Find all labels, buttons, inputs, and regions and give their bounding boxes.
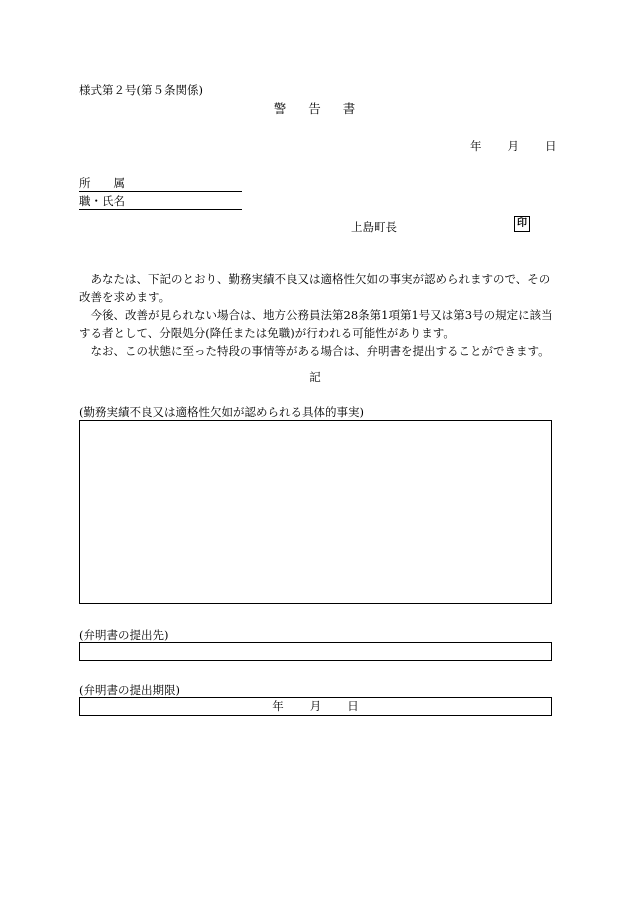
deadline-input-box[interactable] [79, 697, 552, 716]
body-paragraph-1: あなたは、下記のとおり、勤務実績不良又は適格性欠如の事実が認められますので、その改善を求めます。 [79, 272, 551, 304]
ki-heading: 記 [309, 370, 321, 384]
body-paragraph-3: なお、この状態に至った特段の事情等がある場合は、弁明書を提出することができます。 [90, 344, 550, 358]
facts-label: (勤務実績不良又は適格性欠如が認められる具体的事実) [79, 405, 364, 419]
title-char-3: 書 [342, 101, 357, 116]
issue-date-month: 月 [507, 139, 519, 153]
warning-body [79, 270, 553, 360]
deadline-year: 年 [272, 699, 284, 713]
issuer-name: 上島町長 [351, 220, 397, 234]
title-char-2: 告 [308, 101, 322, 116]
form-number: 様式第２号(第５条関係) [79, 83, 203, 97]
issue-date [470, 138, 557, 154]
deadline-day: 日 [347, 699, 359, 713]
deadline-label: (弁明書の提出期限) [79, 683, 180, 697]
position-name-field[interactable] [79, 193, 242, 210]
destination-label: (弁明書の提出先) [79, 628, 169, 642]
facts-input-box[interactable] [79, 420, 552, 604]
destination-input-box[interactable] [79, 642, 552, 661]
issue-date-year: 年 [470, 139, 482, 153]
title-char-1: 警 [273, 101, 288, 116]
seal-icon: 印 [514, 216, 530, 232]
body-paragraph-2: 今後、改善が見られない場合は、地方公務員法第28条第1項第1号又は第3号の規定に該当する者として、分限処分(降任または免職)が行われる可能性があります。 [79, 308, 553, 340]
affiliation-label: 所 属 [79, 176, 125, 190]
position-name-label: 職・氏名 [79, 194, 125, 208]
deadline-month: 月 [309, 699, 322, 713]
document-title [0, 99, 630, 117]
affiliation-field[interactable] [79, 175, 242, 192]
deadline-date [272, 699, 359, 713]
issue-date-day: 日 [545, 139, 557, 153]
